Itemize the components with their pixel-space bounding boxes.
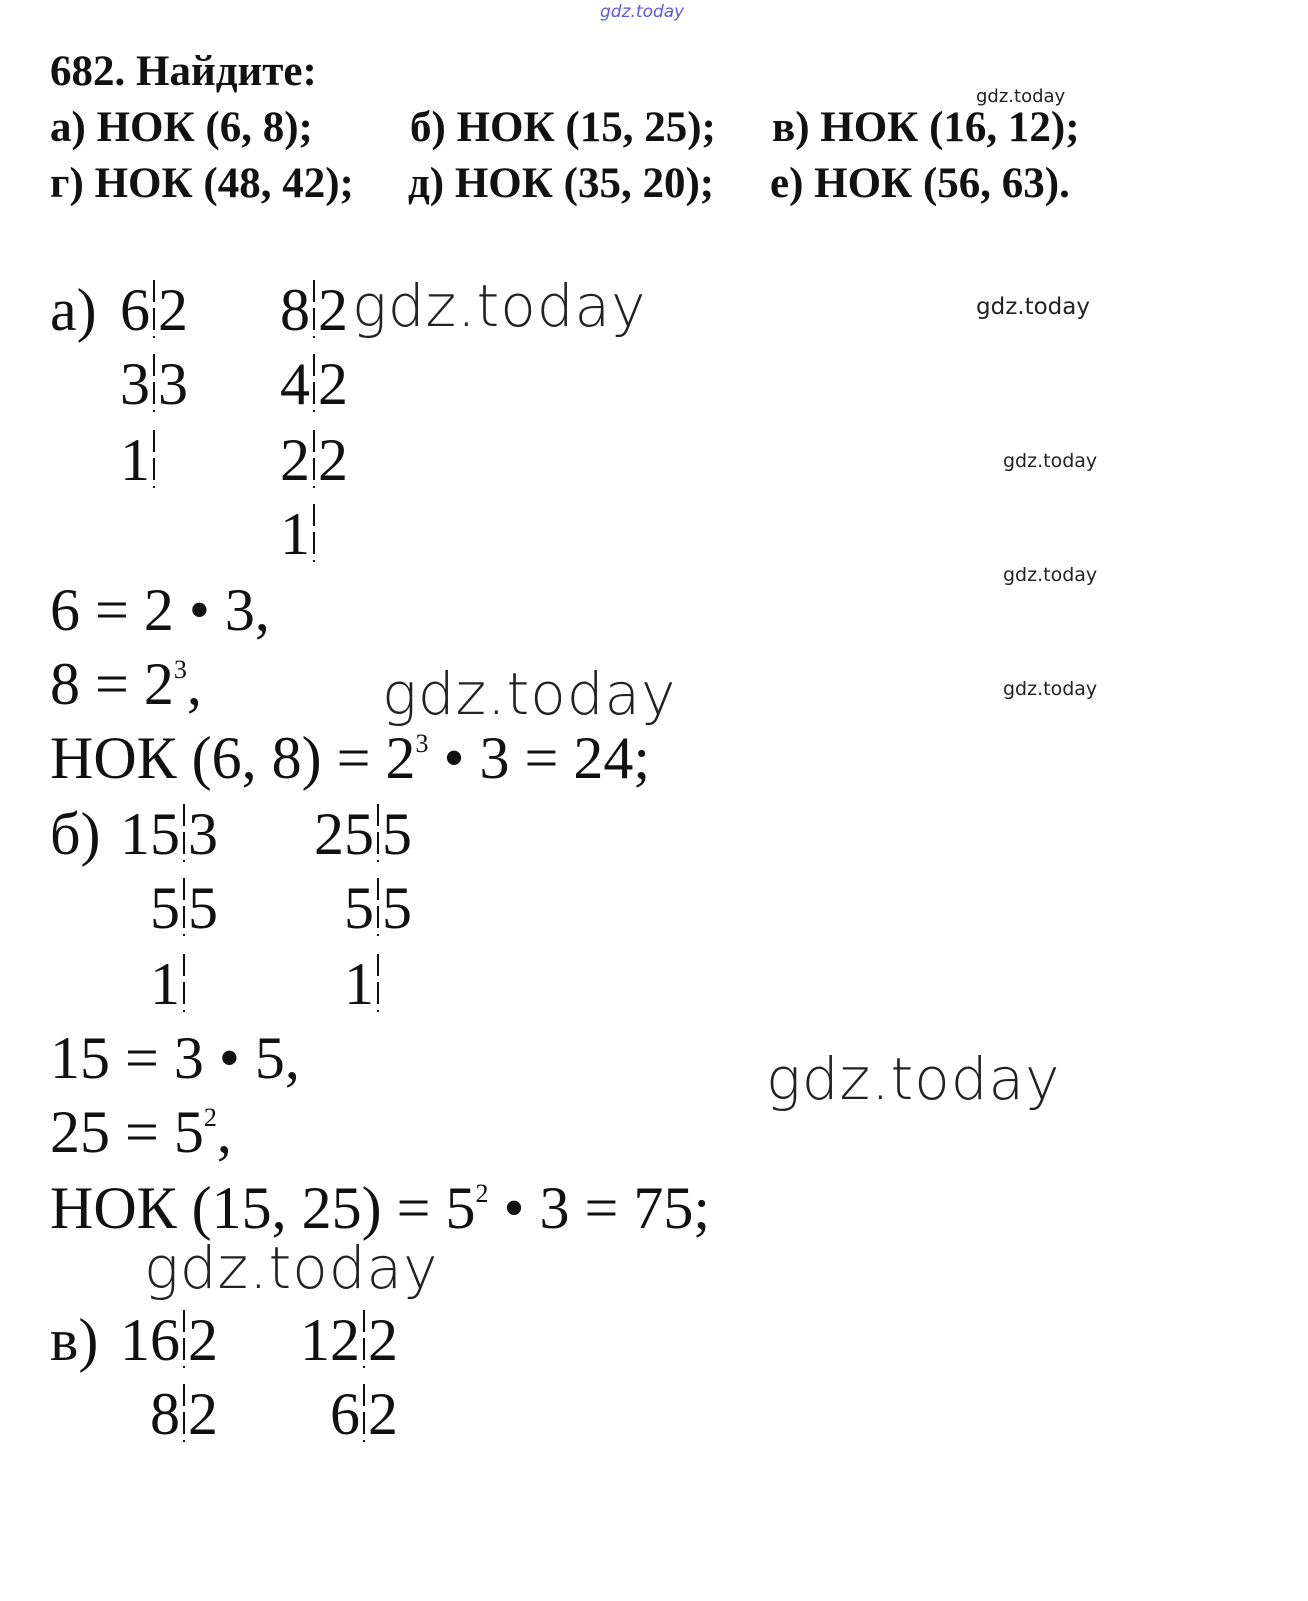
factor-row <box>84 278 188 342</box>
lcm-result <box>50 1176 710 1240</box>
divider <box>377 804 379 862</box>
factor-divisor: 2 <box>318 427 348 493</box>
factor-divisor: 2 <box>318 351 348 417</box>
factor-divisor: 2 <box>368 1307 398 1373</box>
divider <box>313 504 315 562</box>
factor-row <box>100 876 218 940</box>
factor-row <box>100 952 188 1016</box>
factor-divisor: 3 <box>158 351 188 417</box>
divider <box>183 1310 185 1368</box>
divider <box>313 430 315 488</box>
factor-dividend: 1 <box>280 501 310 567</box>
divider <box>183 1384 185 1442</box>
divider <box>377 954 379 1012</box>
result-lhs: НОК (6, 8) = 2 <box>50 725 416 791</box>
watermark-top: gdz.today <box>600 2 685 22</box>
task-item: б) НОК (15, 25); <box>410 104 716 151</box>
watermark: gdz.today <box>1003 450 1098 472</box>
task-item: а) НОК (6, 8); <box>50 104 313 151</box>
result-rhs: • 3 = 75; <box>488 1175 710 1241</box>
factor-dividend: 6 <box>120 277 150 343</box>
factor-row <box>100 1308 218 1372</box>
task-title: 682. Найдите: <box>50 48 317 95</box>
solution-label-c: в) <box>50 1307 99 1373</box>
result-lhs: НОК (15, 25) = 5 <box>50 1175 476 1241</box>
factor-dividend: 25 <box>314 801 374 867</box>
factor-dividend: 2 <box>280 427 310 493</box>
factor-divisor: 2 <box>318 277 348 343</box>
equation-base: 8 = 2 <box>50 651 174 717</box>
factor-divisor: 5 <box>188 875 218 941</box>
result-rhs: • 3 = 24; <box>428 725 650 791</box>
equation-base: 25 = 5 <box>50 1099 204 1165</box>
factor-dividend: 8 <box>150 1381 180 1447</box>
factor-dividend: 5 <box>150 875 180 941</box>
factor-divisor: 2 <box>158 277 188 343</box>
factor-row <box>84 352 188 416</box>
factor-divisor: 5 <box>382 875 412 941</box>
factor-row <box>296 952 382 1016</box>
task-item: г) НОК (48, 42); <box>50 160 354 207</box>
factor-row <box>296 876 412 940</box>
equation <box>50 652 202 716</box>
divider <box>183 954 185 1012</box>
watermark: gdz.today <box>976 86 1066 107</box>
task-item: е) НОК (56, 63). <box>770 160 1070 207</box>
solution-label-b: б) <box>50 801 101 867</box>
factor-dividend: 4 <box>280 351 310 417</box>
exponent: 3 <box>415 729 429 758</box>
factor-row <box>248 352 348 416</box>
divider <box>363 1384 365 1442</box>
factor-row <box>296 802 412 866</box>
exponent: 3 <box>173 655 187 684</box>
factor-divisor: 2 <box>188 1307 218 1373</box>
watermark: gdz.today <box>144 1234 439 1302</box>
exponent: 2 <box>203 1103 217 1132</box>
equation-tail: , <box>186 651 202 717</box>
lcm-result <box>50 726 650 790</box>
divider <box>313 280 315 338</box>
factor-divisor: 2 <box>188 1381 218 1447</box>
watermark: gdz.today <box>976 294 1090 320</box>
divider <box>377 878 379 936</box>
equation-tail: , <box>216 1099 232 1165</box>
factor-row <box>282 1308 398 1372</box>
divider <box>363 1310 365 1368</box>
factor-dividend: 5 <box>344 875 374 941</box>
factor-dividend: 15 <box>120 801 180 867</box>
watermark: gdz.today <box>352 272 647 340</box>
factor-dividend: 8 <box>280 277 310 343</box>
factor-dividend: 6 <box>330 1381 360 1447</box>
divider <box>153 354 155 412</box>
divider <box>183 804 185 862</box>
divider <box>153 280 155 338</box>
watermark: gdz.today <box>1003 564 1098 586</box>
factor-dividend: 12 <box>300 1307 360 1373</box>
factor-dividend: 1 <box>120 427 150 493</box>
exponent: 2 <box>475 1179 489 1208</box>
watermark: gdz.today <box>1003 678 1098 700</box>
divider <box>313 354 315 412</box>
factor-dividend: 3 <box>120 351 150 417</box>
watermark: gdz.today <box>766 1045 1061 1113</box>
watermark: gdz.today <box>382 660 677 728</box>
factor-dividend: 1 <box>344 951 374 1017</box>
factor-row <box>100 802 218 866</box>
factor-divisor: 5 <box>382 801 412 867</box>
factor-row <box>84 428 158 492</box>
factor-row <box>248 428 348 492</box>
factor-divisor: 3 <box>188 801 218 867</box>
factor-row <box>248 278 348 342</box>
factor-row <box>282 1382 398 1446</box>
task-item: в) НОК (16, 12); <box>772 104 1080 151</box>
divider <box>153 430 155 488</box>
factor-divisor: 2 <box>368 1381 398 1447</box>
equation <box>50 1100 232 1164</box>
factor-row <box>248 502 318 566</box>
factor-row <box>100 1382 218 1446</box>
equation: 6 = 2 • 3, <box>50 577 270 643</box>
factor-dividend: 1 <box>150 951 180 1017</box>
equation: 15 = 3 • 5, <box>50 1025 300 1091</box>
task-item: д) НОК (35, 20); <box>408 160 715 207</box>
factor-dividend: 16 <box>120 1307 180 1373</box>
solution-label-a: а) <box>50 277 97 343</box>
divider <box>183 878 185 936</box>
